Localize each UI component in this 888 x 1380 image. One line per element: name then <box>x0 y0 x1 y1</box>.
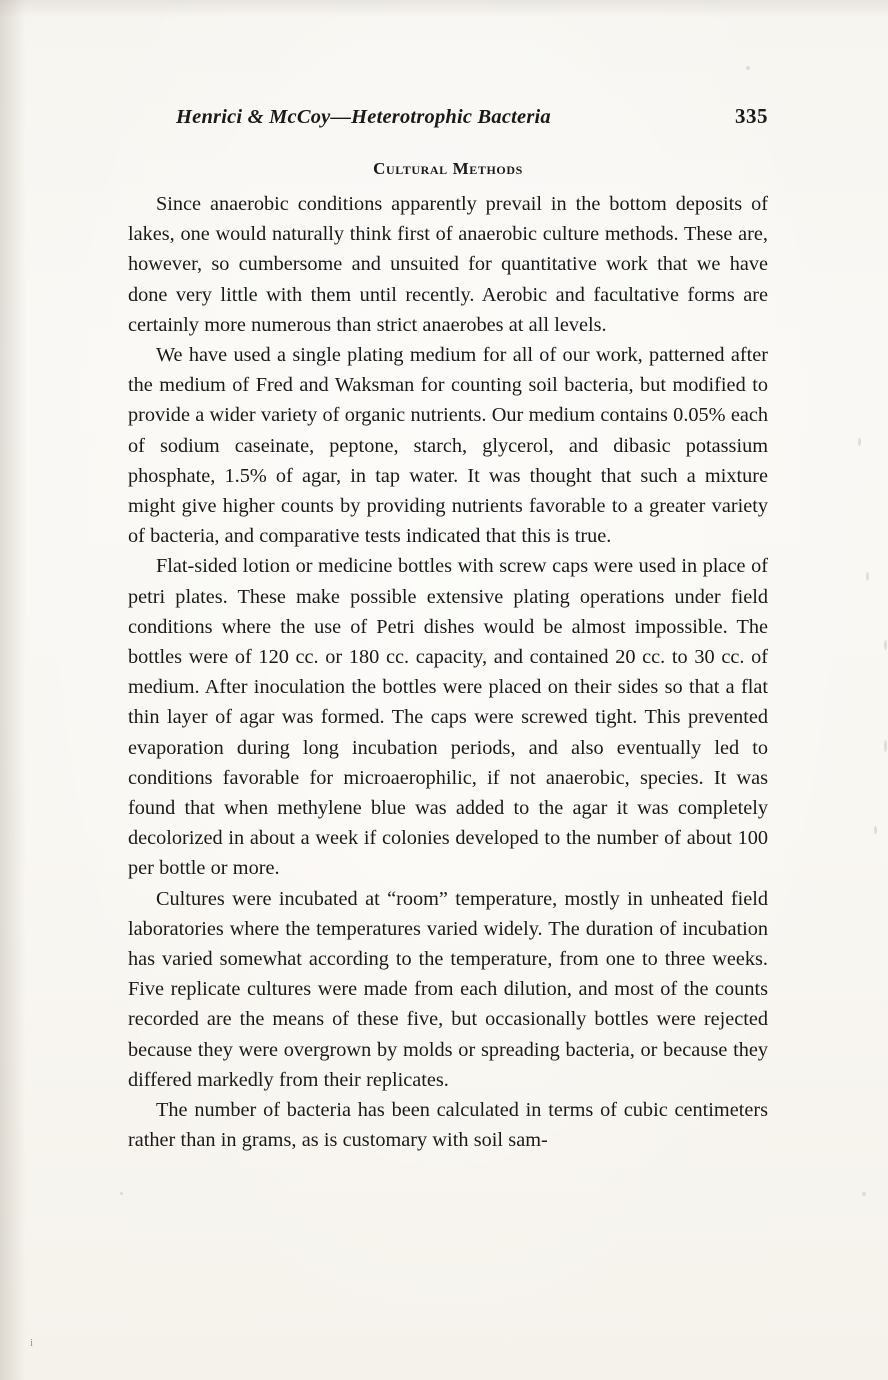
article-body <box>128 104 768 1156</box>
paragraph-4: Cultures were incubated at “room” temperature, mostly in unheated field laboratories where the temperatures varied widely. The duration of incubation has varied somewhat according to the temperature, from one to three weeks. Five replicate cultures were made from each dilution, and most of the counts recorded are the means of these five, but occasionally bottles were rejected because they were overgrown by molds or spreading bacteria, or because they differed markedly from their replicates. <box>128 887 768 1091</box>
paper-speck <box>120 1192 123 1195</box>
paragraph-1: Since anaerobic conditions apparently prevail in the bottom deposits of lakes, one would naturally think first of anaerobic culture methods. These are, however, so cumbersome and unsuited for quantitative work that we have done very little with them until recently. Aerobic and facultative forms are certainly more numerous than strict anaerobes at all levels. <box>128 193 768 336</box>
running-head-title: Henrici & McCoy—Heterotrophic Bacteria <box>176 106 551 128</box>
paragraph-2: We have used a single plating medium for all of our work, patterned after the medium of Fred and Waksman for counting soil bacteria, but modified to provide a wider variety of organic nutrients. Our medium contains 0.05% each of sodium caseinate, peptone, starch, glycerol, and dibasic potassium phosphate, 1.5% of agar, in tap water. It was thought that such a mixture might give higher counts by providing nutrients favorable to a greater variety of bacteria, and comparative tests indicated that this is true. <box>128 344 768 548</box>
paper-speck <box>884 640 887 650</box>
paper-speck <box>884 740 887 752</box>
paper-speck <box>858 438 861 446</box>
paper-speck <box>862 1192 866 1196</box>
page-number: 335 <box>735 104 768 128</box>
paper-speck <box>874 826 877 834</box>
paper-speck <box>866 572 869 581</box>
section-heading: Cultural Methods <box>373 159 523 178</box>
running-head <box>128 104 768 129</box>
paper-speck <box>746 66 750 70</box>
paragraph-5: The number of bacteria has been calculated in terms of cubic centimeters rather than in grams, as is customary with soil sam- <box>128 1099 768 1152</box>
footer-mark: i <box>30 1337 34 1349</box>
paragraph-3: Flat-sided lotion or medicine bottles with screw caps were used in place of petri plates. These make possible extensive plating operations under field conditions where the use of Petri dishes would be almost impossible. The bottles were of 120 cc. or 180 cc. capacity, and contained 20 cc. to 30 cc. of medium. After inoculation the bottles were placed on their sides so that a flat thin layer of agar was formed. The caps were screwed tight. This prevented evaporation during long incubation periods, and also eventually led to conditions favorable for microaerophilic, if not anaerobic, species. It was found that when methylene blue was added to the agar it was completely decolorized in about a week if colonies developed to the number of about 100 per bottle or more. <box>128 555 768 880</box>
page-edge-shadow-left <box>0 0 26 1380</box>
page-edge-shadow-top <box>0 0 888 18</box>
